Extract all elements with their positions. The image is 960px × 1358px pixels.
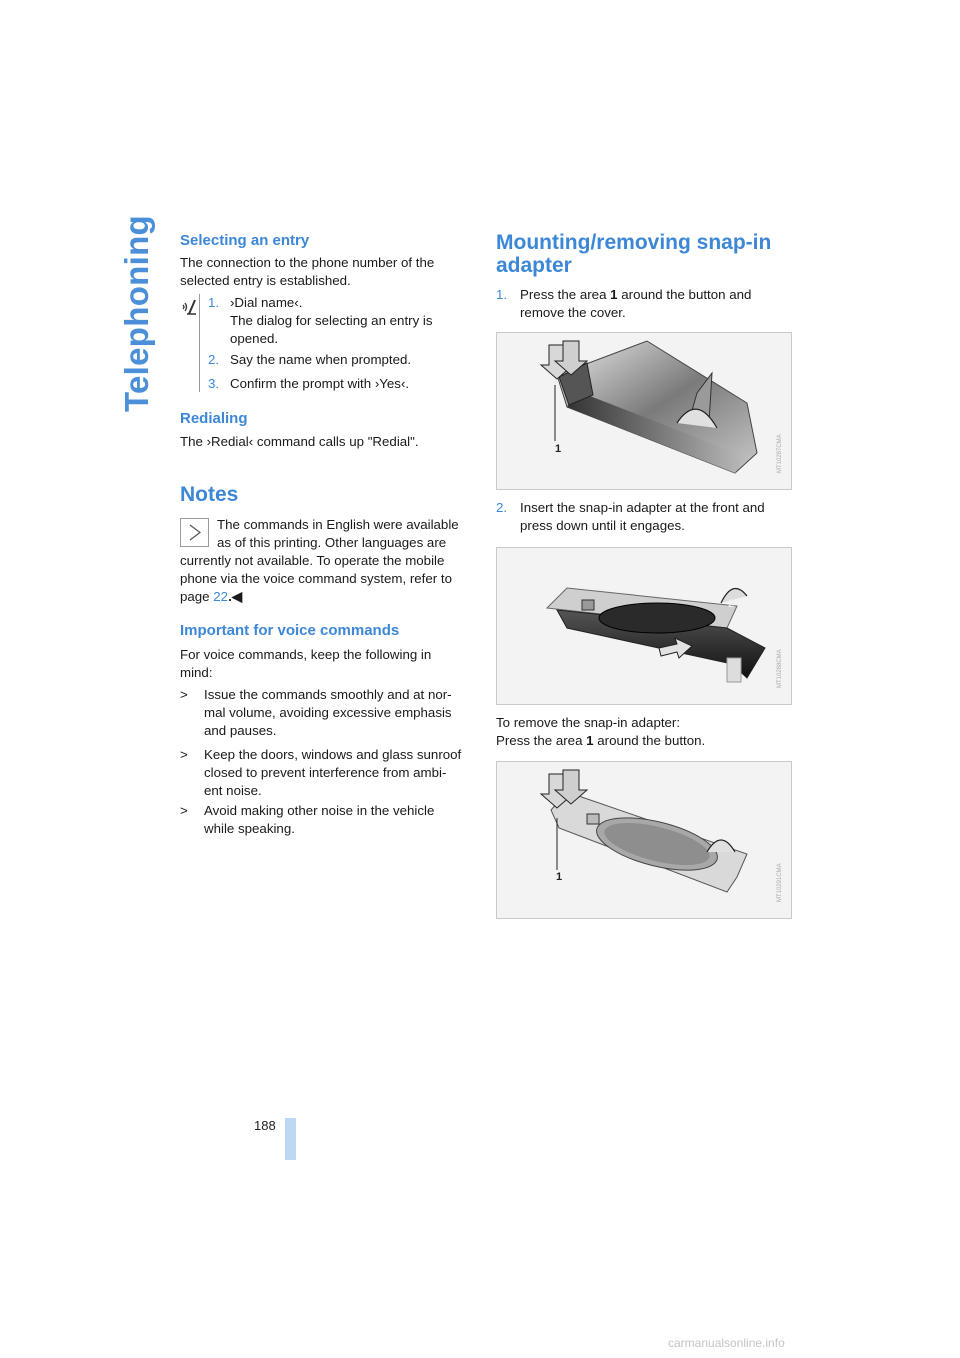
important-heading: Important for voice commands: [180, 622, 400, 639]
remove-instructions: To remove the snap-in adapter: Press the area 1 around the button.: [496, 715, 706, 748]
figure-remove-adapter: [496, 761, 792, 919]
figure-3-code: MT10291CMA: [777, 863, 783, 902]
mounting-heading: Mounting/removing snap-in adapter: [496, 231, 772, 277]
voice-bar: [199, 294, 200, 392]
notes-line-1: The commands in English were available: [217, 517, 459, 532]
notes-heading: Notes: [180, 483, 239, 506]
selecting-heading: Selecting an entry: [180, 232, 310, 249]
note-icon: [180, 518, 209, 547]
figure-2-code: MT10288CMA: [777, 649, 783, 688]
figure-1-callout: 1: [555, 443, 562, 455]
page-bar: [285, 1118, 296, 1160]
mounting-step-1: 1. Press the area 1 around the button and remove the cover.: [496, 287, 752, 320]
chapter-title: Telephoning: [118, 215, 155, 412]
redialing-text: The ›Redial‹ command calls up "Redial".: [180, 434, 419, 449]
voice-command-icon: [182, 298, 197, 316]
bullet-3: > Avoid making other noise in the vehicle while speaking.: [180, 803, 435, 836]
selecting-intro: The connection to the phone number of the selected entry is established.: [180, 255, 435, 288]
figure-remove-cover: [496, 332, 792, 490]
page-link[interactable]: 22: [213, 589, 229, 604]
selecting-step-3: 3. Confirm the prompt with ›Yes‹.: [208, 376, 410, 391]
figure-2-callout: 2: [728, 598, 735, 610]
notes-line-4: phone via the voice command system, refer to: [180, 571, 452, 586]
important-intro: For voice commands, keep the following in mind:: [180, 647, 432, 680]
notes-line-2: as of this printing. Other languages are: [217, 535, 447, 550]
bullet-1: > Issue the commands smoothly and at nor- mal volume, avoiding excessive emphasis and pauses.: [180, 687, 452, 738]
selecting-step-1: 1. ›Dial name‹. The dialog for selecting an entry is opened.: [208, 295, 433, 346]
notes-line-3: currently not available. To operate the mobile: [180, 553, 445, 568]
figure-3-callout: 1: [556, 871, 563, 883]
footer-watermark: carmanualsonline.info: [668, 1336, 785, 1350]
page-number: 188: [254, 1118, 276, 1133]
notes-line-5: page 22.◀: [180, 589, 242, 604]
selecting-step-2: 2. Say the name when prompted.: [208, 352, 412, 367]
figure-1-code: MT10287CMA: [777, 434, 783, 473]
bullet-2: > Keep the doors, windows and glass sunroof closed to prevent interference from ambi- ent noise.: [180, 747, 462, 798]
figure-insert-adapter: [496, 547, 792, 705]
redialing-heading: Redialing: [180, 410, 248, 427]
mounting-step-2: 2. Insert the snap-in adapter at the front and press down until it engages.: [496, 500, 765, 533]
